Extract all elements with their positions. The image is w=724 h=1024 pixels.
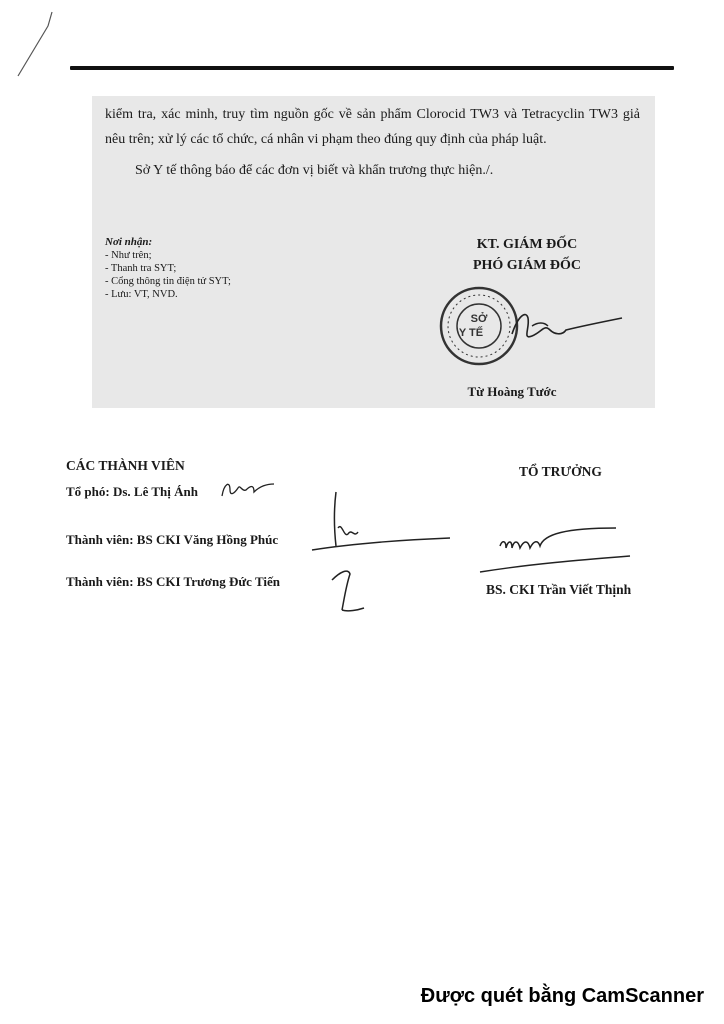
pasted-notice-excerpt bbox=[92, 96, 655, 408]
notice-paragraph-1: kiểm tra, xác minh, truy tìm nguồn gốc về sản phẩm Clorocid TW3 và Tetracyclin TW3 giả nêu trên; xử lý các tổ chức, cá nhân vi phạm theo đúng quy định của pháp luật. bbox=[105, 107, 640, 147]
notice-paragraph-2: Sở Y tế thông báo để các đơn vị biết và khẩn trương thực hiện./. bbox=[135, 163, 494, 178]
recipients-block bbox=[105, 236, 231, 301]
recipient-item: - Lưu: VT, NVD. bbox=[105, 289, 178, 300]
svg-text:SỞ: SỞ bbox=[470, 313, 488, 325]
member-phuc-signature bbox=[310, 488, 460, 558]
deputy-director-signature bbox=[492, 296, 632, 356]
vice-leader-signature bbox=[218, 474, 278, 502]
notice-body bbox=[105, 102, 640, 183]
leader-heading: TỔ TRƯỞNG bbox=[519, 464, 602, 479]
recipients-list bbox=[105, 249, 231, 301]
signer-name: Từ Hoàng Tước bbox=[467, 384, 557, 399]
leader-signature bbox=[470, 510, 640, 586]
signer-title-line-1: KT. GIÁM ĐỐC bbox=[476, 237, 578, 252]
recipient-item: - Thanh tra SYT; bbox=[105, 263, 177, 274]
pen-stroke-mark bbox=[8, 4, 68, 84]
member-tien-signature bbox=[318, 562, 388, 618]
signer-title bbox=[422, 234, 632, 276]
member-phuc: Thành viên: BS CKI Văng Hồng Phúc bbox=[66, 532, 279, 547]
svg-text:Y TẾ: Y TẾ bbox=[458, 327, 484, 339]
members-heading: CÁC THÀNH VIÊN bbox=[66, 458, 185, 473]
recipient-item: - Như trên; bbox=[105, 250, 152, 261]
scanner-watermark: Được quét bằng CamScanner bbox=[420, 985, 704, 1007]
recipient-item: - Cổng thông tin điện tử SYT; bbox=[105, 276, 231, 287]
member-tien: Thành viên: BS CKI Trương Đức Tiến bbox=[66, 574, 281, 589]
header-divider bbox=[70, 66, 674, 70]
signer-title-line-2: PHÓ GIÁM ĐỐC bbox=[472, 258, 582, 273]
member-vice-leader: Tổ phó: Ds. Lê Thị Ánh bbox=[66, 484, 198, 499]
recipients-heading: Nơi nhận: bbox=[105, 236, 153, 248]
leader-name: BS. CKI Trần Viết Thịnh bbox=[486, 582, 632, 597]
